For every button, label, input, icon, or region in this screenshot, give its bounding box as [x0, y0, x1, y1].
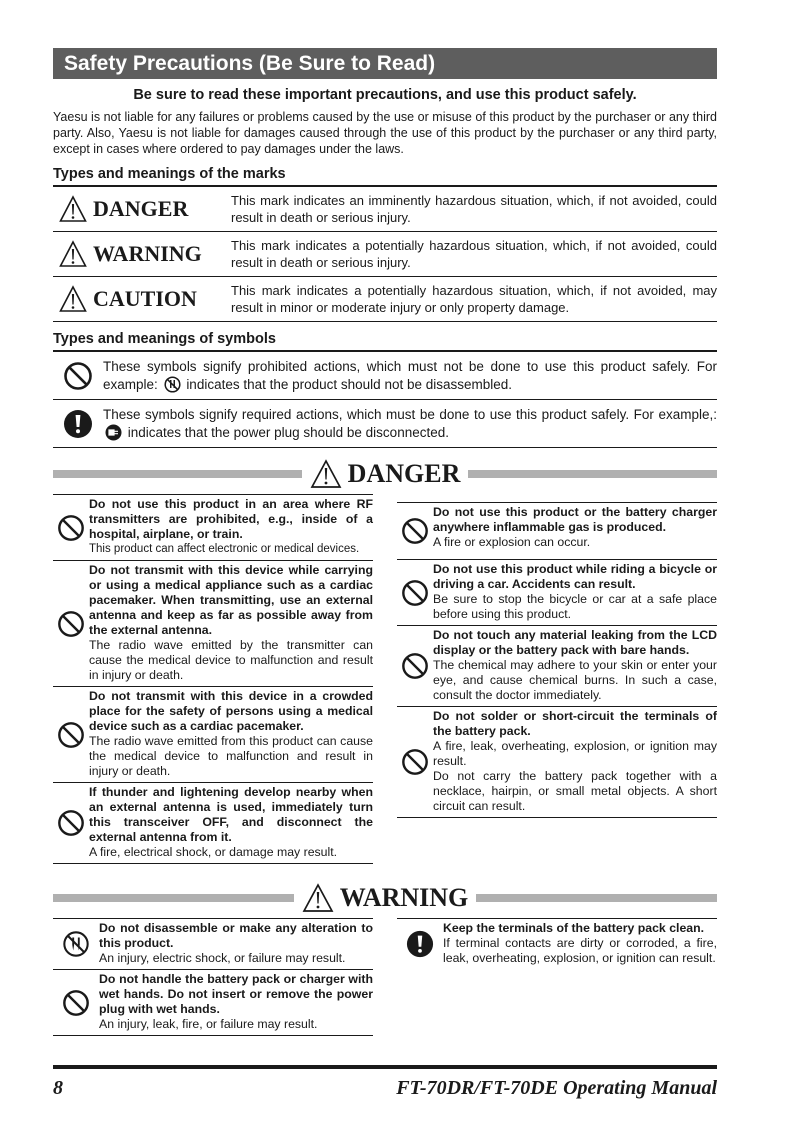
danger-item-text: This product can affect electronic or medical devices. [89, 543, 360, 555]
danger-left-column [53, 494, 373, 864]
prohibited-icon [57, 610, 85, 638]
warning-item [53, 970, 373, 1036]
danger-banner-label: DANGER [347, 459, 461, 488]
warning-item-text: If terminal contacts are dirty or corroded, a fire, leak, overheating, explosion, or ignition can result. [443, 936, 717, 965]
warning-item-text: An injury, leak, fire, or failure may result. [99, 1017, 318, 1031]
mark-label-warning: WARNING [93, 241, 202, 266]
danger-item [397, 626, 717, 707]
symbol-row-required [53, 400, 717, 448]
danger-banner [53, 456, 717, 492]
required-desc-after: indicates that the power plug should be disconnected. [127, 424, 449, 440]
no-disassembly-icon [164, 376, 181, 393]
warning-item-text: An injury, electric shock, or failure may result. [99, 951, 346, 965]
manual-title: FT-70DR/FT-70DE Operating Manual [396, 1077, 717, 1099]
prohibited-icon [401, 517, 429, 545]
danger-item-head: If thunder and lightening develop nearby when an external antenna is used, immediately turn this transceiver OFF, and disconnect the external antenna from it. [89, 785, 373, 844]
page [53, 48, 717, 1036]
prohibited-icon [57, 514, 85, 542]
banner-rule [476, 894, 717, 902]
warning-columns [53, 918, 717, 1036]
danger-item-head: Do not use this product in an area where RF transmitters are prohibited, e.g., inside of a hospital, airplane, or train. [89, 497, 373, 541]
page-footer [53, 1065, 717, 1099]
warning-triangle-icon [310, 459, 342, 489]
danger-item-text: The radio wave emitted from this product can cause the medical device to malfunction and result in injury or death. [89, 734, 373, 778]
danger-item [53, 687, 373, 783]
warning-right-column [397, 918, 717, 1036]
danger-item-text: A fire, electrical shock, or damage may result. [89, 845, 338, 859]
warning-left-column [53, 918, 373, 1036]
danger-item [397, 707, 717, 818]
mark-row-danger [53, 187, 717, 232]
danger-item-text: The radio wave emitted by the transmitter can cause the medical device to malfunction and result in injury or death. [89, 638, 373, 682]
warning-item-head: Keep the terminals of the battery pack clean. [443, 921, 705, 935]
prohibited-icon [401, 748, 429, 776]
warning-banner-label: WARNING [339, 883, 469, 912]
no-disassembly-icon [62, 930, 90, 958]
mandatory-icon [63, 409, 93, 439]
danger-item-text-2: Do not carry the battery pack together with a necklace, hairpin, or small metal objects. A short circuit can result. [433, 769, 717, 813]
symbol-row-prohibited [53, 352, 717, 400]
danger-item [53, 495, 373, 561]
warning-item [53, 919, 373, 970]
prohibited-desc-after: indicates that the product should not be disassembled. [186, 376, 513, 392]
danger-item-head: Do not transmit with this device in a crowded place for the safety of persons using a medical device such as a cardiac pacemaker. [89, 689, 373, 733]
prohibited-icon [63, 361, 93, 391]
mark-desc-danger: This mark indicates an imminently hazardous situation, which, if not avoided, could result in death or serious injury. [231, 193, 717, 225]
danger-item-text: A fire or explosion can occur. [433, 535, 591, 549]
prohibited-icon [401, 579, 429, 607]
danger-item-head: Do not use this product or the battery charger anywhere inflammable gas is produced. [433, 505, 717, 534]
warning-banner [53, 880, 717, 916]
banner-rule [53, 470, 302, 478]
banner-rule [468, 470, 717, 478]
warning-triangle-icon [59, 285, 87, 313]
required-desc-before: These symbols signify required actions, which must be done to use this product safely. For example,: [103, 406, 717, 422]
page-number: 8 [53, 1077, 63, 1099]
symbols-heading: Types and meanings of symbols [53, 331, 717, 352]
warning-triangle-icon [59, 240, 87, 268]
danger-item-head: Do not transmit with this device while carrying or using a medical appliance such as a cardiac pacemaker. When transmitting, use an external antenna and keep as far as possible away from the external antenna. [89, 563, 373, 637]
mark-label-danger: DANGER [93, 196, 189, 221]
danger-item-text: A fire, leak, overheating, explosion, or ignition may result. [433, 739, 717, 768]
danger-item [397, 503, 717, 560]
danger-item [397, 560, 717, 626]
warning-item-head: Do not disassemble or make any alteration to this product. [99, 921, 373, 950]
danger-item-text: The chemical may adhere to your skin or enter your eye, and cause chemical burns. In such a case, consult the doctor immediately. [433, 658, 717, 702]
page-title: Safety Precautions (Be Sure to Read) [53, 48, 717, 79]
danger-item-head: Do not use this product while riding a bicycle or driving a car. Accidents can result. [433, 562, 717, 591]
mark-row-warning [53, 232, 717, 277]
danger-item [53, 783, 373, 864]
danger-item-text: Be sure to stop the bicycle or car at a safe place before using this product. [433, 592, 717, 621]
danger-item-head: Do not touch any material leaking from the LCD display or the battery pack with bare hands. [433, 628, 717, 657]
prohibited-icon [62, 989, 90, 1017]
warning-triangle-icon [302, 883, 334, 913]
warning-item-head: Do not handle the battery pack or charger with wet hands. Do not insert or remove the power plug with wet hands. [99, 972, 373, 1016]
mark-row-caution [53, 277, 717, 322]
danger-columns [53, 494, 717, 864]
warning-triangle-icon [59, 195, 87, 223]
prohibited-icon [57, 809, 85, 837]
prohibited-icon [57, 721, 85, 749]
mark-desc-caution: This mark indicates a potentially hazardous situation, which, if not avoided, may result in minor or moderate injury or only property damage. [231, 283, 717, 315]
mark-desc-warning: This mark indicates a potentially hazardous situation, which, if not avoided, could result in death or serious injury. [231, 238, 717, 270]
danger-item-head: Do not solder or short-circuit the terminals of the battery pack. [433, 709, 717, 738]
mandatory-icon [406, 930, 434, 958]
page-subtitle: Be sure to read these important precautions, and use this product safely. [133, 87, 637, 103]
danger-right-column [397, 502, 717, 864]
warning-item [397, 919, 717, 969]
unplug-icon [105, 424, 122, 441]
prohibited-desc-before: These symbols signify prohibited actions, which must not be done to use this product safely. For example: [103, 358, 717, 392]
intro-paragraph: Yaesu is not liable for any failures or problems caused by the use or misuse of this product by the purchaser or any third party. Also, Yaesu is not liable for damages caused through the use of this product by the purchaser or any third party, except in cases where ordered to pay damages under the laws. [53, 110, 717, 156]
banner-rule [53, 894, 294, 902]
mark-label-caution: CAUTION [93, 286, 197, 311]
danger-item [53, 561, 373, 687]
marks-heading: Types and meanings of the marks [53, 166, 717, 187]
prohibited-icon [401, 652, 429, 680]
